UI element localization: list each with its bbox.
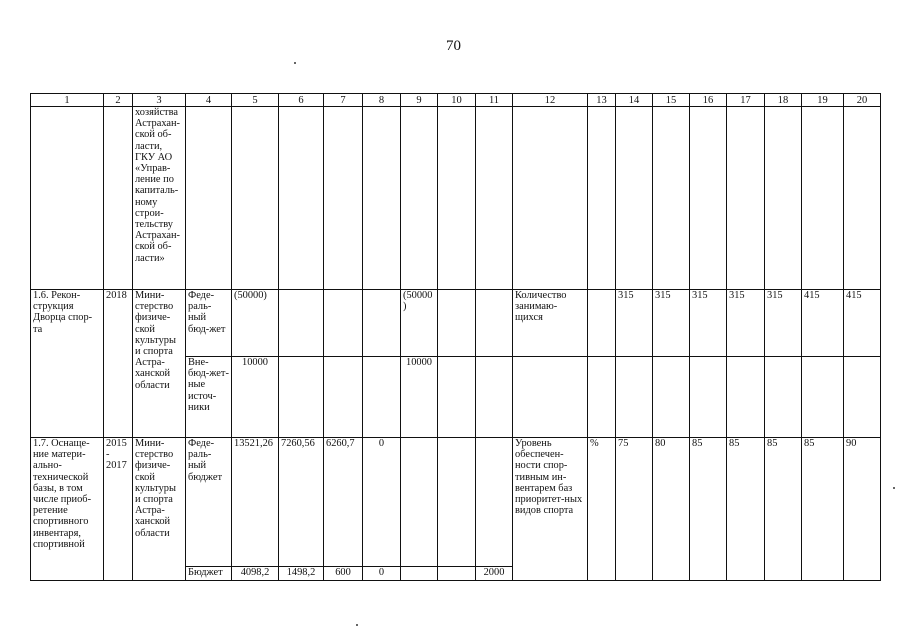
total-cell: (50000): [232, 290, 279, 357]
column-number: 8: [363, 94, 401, 107]
page-number: 70: [446, 38, 461, 54]
funding-source-cell: Феде-раль-ный бюджет: [186, 438, 232, 567]
indicator-value: 85: [765, 438, 802, 581]
indicator-value: 315: [727, 290, 765, 357]
column-number: 6: [279, 94, 324, 107]
unit-cell: %: [588, 438, 616, 581]
indicator-value: 315: [616, 290, 653, 357]
years-cell: 2018: [104, 290, 133, 438]
executor-cell: хозяйства Астрахан-ской об-ласти, ГКУ АО «Управ-ление по капиталь-ному строи-тельству Астрахан-ской об-ласти»: [133, 107, 186, 290]
indicator-value: 85: [690, 438, 727, 581]
column-number: 1: [31, 94, 104, 107]
event-cell: 1.6. Рекон-струкция Дворца спор-та: [31, 290, 104, 438]
column-number: 2: [104, 94, 133, 107]
column-number: 20: [844, 94, 881, 107]
column-number: 12: [513, 94, 588, 107]
indicator-value: 315: [690, 290, 727, 357]
indicator-value: 85: [802, 438, 844, 581]
funding-source-cell: Вне-бюд-жет-ные источ-ники: [186, 357, 232, 438]
column-number: 9: [401, 94, 438, 107]
year-amount-cell: 600: [324, 567, 363, 581]
column-number: 10: [438, 94, 476, 107]
table-row: [31, 107, 881, 290]
column-number: 3: [133, 94, 186, 107]
years-cell: 2015 - 2017: [104, 438, 133, 581]
event-cell: 1.7. Оснаще-ние матери-ально-технической базы, в том числе приоб-ретение спортивного инвентаря, спортивной: [31, 438, 104, 581]
year-amount-cell: 7260,56: [279, 438, 324, 567]
indicator-value: 315: [653, 290, 690, 357]
indicator-value: 80: [653, 438, 690, 581]
funding-source-cell: Бюджет: [186, 567, 232, 581]
total-cell: 13521,26: [232, 438, 279, 567]
column-number: 14: [616, 94, 653, 107]
indicator-value: 415: [844, 290, 881, 357]
scan-speck: [893, 487, 895, 489]
year-amount-cell: (50000): [401, 290, 438, 357]
indicator-value: 315: [765, 290, 802, 357]
table-row: [31, 290, 881, 357]
funding-source-cell: Феде-раль-ный бюд-жет: [186, 290, 232, 357]
total-cell: 10000: [232, 357, 279, 438]
program-table: [30, 93, 881, 581]
column-number: 15: [653, 94, 690, 107]
executor-cell: Мини-стерство физиче-ской культуры и спорта Астра-ханской области: [133, 438, 186, 581]
column-number: 7: [324, 94, 363, 107]
column-number: 16: [690, 94, 727, 107]
indicator-value: 85: [727, 438, 765, 581]
year-amount-cell: 6260,7: [324, 438, 363, 567]
indicator-cell: Уровень обеспечен-ности спор-тивным ин-вентарем баз приоритет-ных видов спорта: [513, 438, 588, 581]
column-number-row: [31, 94, 881, 107]
indicator-value: 90: [844, 438, 881, 581]
column-number: 18: [765, 94, 802, 107]
column-number: 13: [588, 94, 616, 107]
executor-cell: Мини-стерство физиче-ской культуры и спорта Астра-ханской области: [133, 290, 186, 438]
year-amount-cell: 2000: [476, 567, 513, 581]
column-number: 19: [802, 94, 844, 107]
total-cell: 4098,2: [232, 567, 279, 581]
year-amount-cell: 0: [363, 438, 401, 567]
scan-speck: [356, 624, 358, 626]
column-number: 5: [232, 94, 279, 107]
scan-speck: [294, 62, 296, 64]
year-amount-cell: 1498,2: [279, 567, 324, 581]
column-number: 4: [186, 94, 232, 107]
indicator-value: 415: [802, 290, 844, 357]
year-amount-cell: 0: [363, 567, 401, 581]
indicator-cell: Количество занимаю-щихся: [513, 290, 588, 357]
column-number: 11: [476, 94, 513, 107]
indicator-value: 75: [616, 438, 653, 581]
column-number: 17: [727, 94, 765, 107]
table-row: [31, 438, 881, 567]
year-amount-cell: 10000: [401, 357, 438, 438]
